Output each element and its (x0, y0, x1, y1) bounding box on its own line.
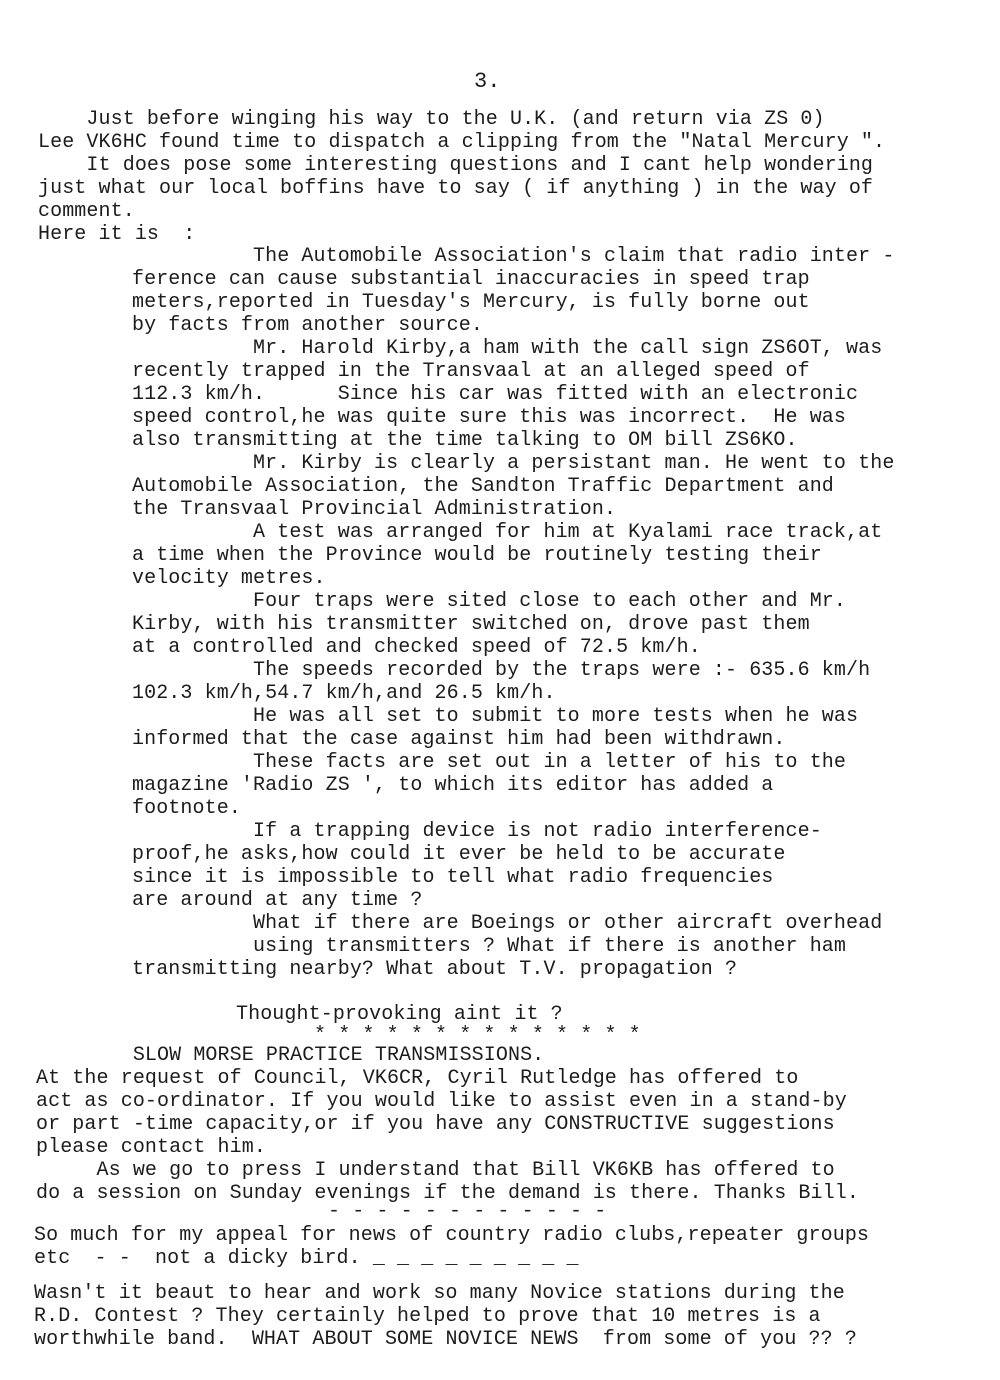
clipping-line: meters,reported in Tuesday's Mercury, is fully borne out (132, 291, 810, 314)
clipping-line: informed that the case against him had been withdrawn. (132, 728, 786, 751)
clipping-line: velocity metres. (132, 567, 326, 590)
morse-line: do a session on Sunday evenings if the demand is there. Thanks Bill. (36, 1182, 859, 1205)
clipping-line: Kirby, with his transmitter switched on, drove past them (132, 613, 810, 636)
page-number: 3. (474, 69, 501, 94)
clipping-line: using transmitters ? What if there is another ham (132, 935, 847, 958)
morse-line: or part -time capacity,or if you have any CONSTRUCTIVE suggestions (36, 1113, 835, 1136)
clipping-line: Automobile Association, the Sandton Traffic Department and (132, 475, 834, 498)
clipping-line: Mr. Harold Kirby,a ham with the call sign ZS6OT, was (132, 337, 883, 360)
clipping-line: ference can cause substantial inaccuracies in speed trap (132, 268, 810, 291)
clipping-line: by facts from another source. (132, 314, 483, 337)
clipping-line: He was all set to submit to more tests when he was (132, 705, 859, 728)
morse-line: please contact him. (36, 1136, 266, 1159)
clipping-line: These facts are set out in a letter of his to the (132, 751, 847, 774)
morse-line: At the request of Council, VK6CR, Cyril Rutledge has offered to (36, 1067, 799, 1090)
intro-line: Lee VK6HC found time to dispatch a clipping from the "Natal Mercury ". (38, 131, 886, 154)
clipping-line: a time when the Province would be routinely testing their (132, 544, 822, 567)
clipping-line: magazine 'Radio ZS ', to which its editor has added a (132, 774, 774, 797)
clipping-line: 112.3 km/h. Since his car was fitted with an electronic (132, 383, 859, 406)
morse-line: As we go to press I understand that Bill VK6KB has offered to (36, 1159, 835, 1182)
clipping-line: Mr. Kirby is clearly a persistant man. He went to the (132, 452, 895, 475)
clipping-line: at a controlled and checked speed of 72.5 km/h. (132, 636, 701, 659)
clipping-line: since it is impossible to tell what radio frequencies (132, 866, 774, 889)
clipping-line: Four traps were sited close to each other and Mr. (132, 590, 847, 613)
novice-line: worthwhile band. WHAT ABOUT SOME NOVICE NEWS from some of you ?? ? (34, 1328, 857, 1351)
intro-line: It does pose some interesting questions and I cant help wondering (38, 154, 874, 177)
clipping-line: are around at any time ? (132, 889, 423, 912)
clipping-line: recently trapped in the Transvaal at an alleged speed of (132, 360, 810, 383)
clipping-line: also transmitting at the time talking to OM bill ZS6KO. (132, 429, 798, 452)
clipping-line: speed control,he was quite sure this was incorrect. He was (132, 406, 847, 429)
intro-line: Here it is : (38, 223, 196, 246)
clipping-line: 102.3 km/h,54.7 km/h,and 26.5 km/h. (132, 682, 556, 705)
clubs-line: So much for my appeal for news of country radio clubs,repeater groups (34, 1224, 870, 1247)
morse-heading: SLOW MORSE PRACTICE TRANSMISSIONS. (36, 1044, 545, 1067)
clipping-line: The Automobile Association's claim that radio inter - (132, 245, 895, 268)
intro-line: comment. (38, 200, 135, 223)
morse-line: act as co-ordinator. If you would like to assist even in a stand-by (36, 1090, 847, 1113)
clipping-line: A test was arranged for him at Kyalami race track,at (132, 521, 883, 544)
intro-line: Just before winging his way to the U.K. (and return via ZS 0) (38, 108, 825, 131)
clipping-line: proof,he asks,how could it ever be held to be accurate (132, 843, 786, 866)
clipping-line: transmitting nearby? What about T.V. propagation ? (132, 958, 738, 981)
thought-provoking-line: Thought-provoking aint it ? (236, 1003, 563, 1026)
clubs-line: etc - - not a dicky bird. _ _ _ _ _ _ _ _ _ (34, 1247, 579, 1270)
novice-line: Wasn't it beaut to hear and work so many Novice stations during the (34, 1282, 845, 1305)
clipping-line: footnote. (132, 797, 241, 820)
novice-line: R.D. Contest ? They certainly helped to prove that 10 metres is a (34, 1305, 821, 1328)
intro-line: just what our local boffins have to say ( if anything ) in the way of (38, 177, 874, 200)
star-separator: * * * * * * * * * * * * * * (314, 1024, 641, 1047)
clipping-line: the Transvaal Provincial Administration. (132, 498, 617, 521)
clipping-line: If a trapping device is not radio interference- (132, 820, 822, 843)
clipping-line: The speeds recorded by the traps were :- 635.6 km/h (132, 659, 871, 682)
clipping-line: What if there are Boeings or other aircraft overhead (132, 912, 883, 935)
dash-separator: - - - - - - - - - - - - (328, 1200, 607, 1223)
